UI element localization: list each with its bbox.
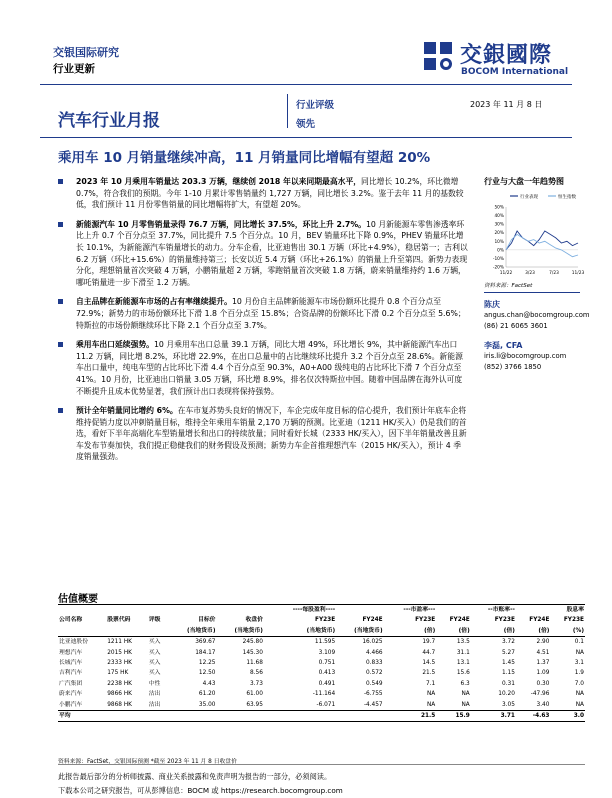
- table-cell: 3.73: [250, 680, 263, 687]
- footer-rule: [58, 764, 585, 765]
- table-cell: 61.00: [246, 691, 263, 698]
- table-cell: 10.20: [498, 691, 515, 698]
- table-header-cell: FY23E: [563, 617, 584, 624]
- table-cell: 长城汽车: [59, 660, 83, 667]
- table-cell: 0.572: [366, 670, 383, 677]
- table-cell: 369.67: [195, 639, 216, 646]
- table-cell: NA: [461, 701, 470, 708]
- bullet-icon: [58, 342, 63, 347]
- x-tick-label: 7/23: [549, 271, 559, 276]
- table-cell: 买入: [148, 660, 161, 667]
- sector-title: 汽车行业月报: [58, 111, 160, 131]
- table-header-cell: [216, 605, 263, 616]
- report-type: 行业更新: [53, 63, 95, 75]
- table-cell: 16.025: [362, 639, 383, 646]
- footer: [58, 770, 578, 798]
- table-cell: 1.45: [501, 660, 515, 667]
- table-row: [58, 679, 585, 689]
- table-cell: 245.80: [242, 639, 263, 646]
- table-cell: [336, 711, 383, 722]
- analyst-email[interactable]: angus.chan@bocomgroup.com: [484, 311, 590, 319]
- table-cell: 3.0: [573, 713, 584, 720]
- table-cell: 63.95: [246, 701, 263, 708]
- table-header-cell: [58, 626, 106, 637]
- table-cell: 3.05: [501, 701, 515, 708]
- paragraph: [58, 176, 468, 211]
- table-cell: 0.833: [366, 660, 383, 667]
- table-header-cell: FY24E: [529, 617, 550, 624]
- title-rule: [40, 137, 572, 138]
- table-cell: 1.37: [536, 660, 550, 667]
- table-cell: 沽出: [148, 701, 161, 708]
- firm-name: 交银国际研究: [53, 46, 119, 59]
- table-cell: 184.17: [195, 649, 216, 656]
- table-cell: 3.71: [500, 713, 515, 720]
- table-header-cell: --市账率--: [487, 607, 515, 613]
- table-cell: 9868 HK: [107, 701, 132, 708]
- y-tick-label: -20%: [492, 265, 504, 271]
- table-cell: 2333 HK: [107, 660, 132, 667]
- chart-title: 行业与大盘一年趋势图: [484, 177, 564, 186]
- table-cell: 广汽集团: [59, 680, 83, 687]
- bullet-icon: [58, 408, 63, 413]
- table-header-cell: [106, 605, 148, 616]
- table-cell: 4.51: [536, 649, 550, 656]
- y-tick-label: 10%: [494, 239, 504, 245]
- bocom-logo-icon: [420, 38, 456, 74]
- table-cell: NA: [426, 701, 436, 708]
- table-cell: 2.90: [536, 639, 550, 646]
- paragraph-lead: 乘用车出口延续强势。: [76, 340, 154, 350]
- table-header-cell: (倍): [538, 627, 550, 634]
- header-rule: [40, 84, 572, 85]
- legend-label: 行业表现: [520, 195, 538, 200]
- table-row: [58, 689, 585, 699]
- table-cell: 12.25: [198, 660, 216, 667]
- analyst-name: 陈庆: [484, 300, 500, 309]
- table-cell: 小鹏汽车: [59, 701, 83, 708]
- table-header-cell: FY23E: [415, 617, 436, 624]
- table-cell: 2015 HK: [107, 649, 132, 656]
- table-cell: 21.5: [420, 713, 436, 720]
- logo-en: BOCOM International: [461, 67, 569, 77]
- table-cell: 比亚迪股份: [59, 639, 88, 646]
- series-line: [506, 234, 578, 256]
- table-cell: NA: [575, 691, 584, 698]
- x-tick-label: 3/23: [525, 271, 535, 276]
- table-cell: 61.20: [198, 691, 216, 698]
- y-tick-label: 40%: [494, 214, 504, 220]
- table-header-cell: (当地货币): [306, 627, 336, 634]
- table-header-cell: (倍): [503, 627, 515, 634]
- table-cell: 7.0: [574, 680, 584, 687]
- table-cell: 平均: [59, 713, 71, 720]
- table-cell: 12.50: [198, 670, 216, 677]
- rating-value: 领先: [296, 119, 316, 130]
- table-cell: 14.5: [422, 660, 436, 667]
- table-cell: [267, 711, 336, 722]
- table-source: 资料来源：FactSet，交银国际预测 *截至 2023 年 11 月 8 日收盘价: [58, 759, 237, 765]
- logo-cn: 交銀國際: [460, 43, 553, 68]
- table-cell: 175 HK: [107, 670, 129, 677]
- table-header-row: [58, 605, 585, 616]
- analyst-email[interactable]: iris.li@bocomgroup.com: [484, 352, 567, 360]
- rating-label: 行业评级: [296, 100, 335, 111]
- table-row: [58, 700, 585, 711]
- table-cell: [148, 711, 169, 722]
- headline: 乘用车 10 月销量继续冲高，11 月销量同比增幅有望超 20%: [58, 150, 431, 166]
- table-cell: 3.1: [574, 660, 584, 667]
- table-cell: 7.1: [426, 680, 436, 687]
- table-cell: 买入: [148, 670, 161, 677]
- table-cell: NA: [426, 691, 436, 698]
- table-cell: 19.7: [422, 639, 436, 646]
- table-cell: 买入: [148, 649, 161, 656]
- table-cell: 吉利汽车: [59, 670, 83, 677]
- x-tick-label: 11/22: [499, 271, 513, 276]
- table-cell: 13.5: [456, 639, 470, 646]
- table-cell: 中性: [148, 680, 161, 687]
- analyst-name: 李磊, CFA: [484, 341, 523, 350]
- table-header-cell: FY23E: [494, 617, 515, 624]
- table-header-cell: ----每股盈利----: [292, 607, 336, 613]
- table-cell: 4.466: [366, 649, 383, 656]
- table-cell: 11.68: [246, 660, 263, 667]
- trend-chart-svg: [484, 191, 585, 279]
- table-cell: 1211 HK: [107, 639, 132, 646]
- paragraph: [58, 339, 468, 397]
- table-cell: 15.9: [455, 713, 470, 720]
- table-cell: 1.09: [536, 670, 550, 677]
- table-header-cell: ---市盈率---: [403, 607, 436, 613]
- table-cell: 3.40: [536, 701, 550, 708]
- table-header-cell: (%): [572, 627, 584, 634]
- table-cell: -4.63: [532, 713, 550, 720]
- table-cell: NA: [575, 649, 584, 656]
- rating-divider: [287, 94, 288, 128]
- paragraph-text: 10 月份自主品牌新能源车市场份额环比提升 0.8 个百分点至 72.9%；新势力的市场份额环比下滑 1.8 个百分点至 15.8%；合资品牌的份额环比下滑 0.2 个百分点至 5.6%；特斯拉的市场份额继续环比下降 2.1 个百分点至 3.7%。: [76, 297, 466, 330]
- table-cell: 理想汽车: [59, 649, 83, 656]
- table-cell: 35.00: [198, 701, 216, 708]
- table-cell: -6.755: [363, 691, 383, 698]
- table-header-cell: [148, 605, 169, 616]
- table-header-cell: 股息率: [566, 607, 584, 613]
- analyst-phone: (86) 21 6065 3601: [484, 322, 548, 330]
- series-line: [506, 231, 578, 250]
- paragraph-text: 10 月乘用车出口总量 39.1 万辆，同比大增 49%，环比增长 9%，其中新能源汽车出口 11.2 万辆，同比增 8.2%，环比增 22.9%，在出口总量中的占比继续环比提升 3.2 个百分点至 28.6%。新能源车出口量中，纯电车型的占比环比下滑 4.4 个百分点至 90.3%，A0+A00 级纯电的占比环比下滑 7 个百分点至 41%。10 月份，比亚迪出口销量 3.05 万辆，环比增 8.9%，排名仅次特斯拉中国。随着中国品牌在海外认可度不断提升且成本优势显著，我们预计出口表现将保持强势。: [76, 340, 463, 396]
- table-cell: 3.72: [501, 639, 515, 646]
- table-header-cell: [106, 626, 148, 637]
- table-header-cell: 收盘价: [245, 617, 263, 624]
- table-header-cell: (当地货币): [234, 627, 263, 634]
- table-cell: [216, 711, 263, 722]
- table-cell: 2238 HK: [107, 680, 132, 687]
- table-cell: 0.31: [501, 680, 515, 687]
- table-cell: 1.15: [501, 670, 515, 677]
- sidebar: [484, 176, 590, 373]
- bullet-icon: [58, 222, 63, 227]
- table-cell: -11.164: [312, 691, 336, 698]
- bullet-icon: [58, 179, 63, 184]
- table-header-cell: [436, 605, 471, 616]
- table-cell: 4.43: [202, 680, 216, 687]
- table-cell: 21.5: [422, 670, 436, 677]
- table-header-cell: FY24E: [362, 617, 383, 624]
- paragraph-lead: 2023 年 10 月乘用车销量达 203.3 万辆，继续创 2018 年以来同期最高水平，: [76, 177, 362, 186]
- table-header-cell: (当地货币): [186, 627, 216, 634]
- table-cell: [169, 711, 216, 722]
- paragraph-lead: 自主品牌在新能源车市场的占有率继续提升。: [76, 297, 232, 307]
- table-cell: 145.30: [242, 649, 263, 656]
- table-cell: NA: [461, 691, 470, 698]
- paragraph-lead: 新能源汽车 10 月零售销量录得 76.7 万辆，同比增长 37.5%，环比上升 2.7%。: [76, 219, 366, 229]
- y-tick-label: 20%: [494, 231, 504, 237]
- table-cell: -47.96: [530, 691, 550, 698]
- table-row: [58, 658, 585, 668]
- paragraph: [58, 405, 468, 463]
- table-cell: 44.7: [422, 649, 436, 656]
- paragraph: [58, 296, 468, 331]
- table-header-cell: (当地货币): [354, 627, 383, 634]
- sidebar-rule: [484, 292, 580, 293]
- paragraph-text: 在车市复苏势头良好的情况下，车企完成年度目标的信心提升，我们预计年底车企将维持促销力度以冲刺销量目标，维持全年乘用车销量 2,170 万辆的预测。比亚迪（1211 HK/买入）仍是我们的首选，看好下半年高端化车型销量增长和出口的持续放量；同时看好长城（2333 HK/买入），因下半年销量改善且新车发布节奏加快，我们提正稳健我们的财务假设及预测；新势力车企首推理想汽车（2015 HK/买入），预计 4 季度销量强劲。: [76, 406, 467, 462]
- table-header-cell: (倍): [458, 627, 470, 634]
- table-header-row: [58, 615, 585, 625]
- x-tick-label: 11/23: [571, 271, 585, 276]
- y-tick-label: 0%: [497, 248, 504, 254]
- y-tick-label: 50%: [494, 205, 504, 211]
- disclaimer-text: 此报告最后部分的分析师披露、商业关系披露和免责声明为报告的一部分，必须阅读。: [58, 772, 332, 781]
- table-row: [58, 711, 585, 722]
- table-header-cell: 公司名称: [59, 617, 83, 624]
- table-header-cell: 股票代码: [107, 617, 131, 624]
- table-cell: 0.549: [366, 680, 383, 687]
- report-date: 2023 年 11 月 8 日: [470, 100, 543, 109]
- valuation-table: [58, 604, 585, 722]
- table-cell: 0.413: [318, 670, 336, 677]
- table-header-cell: [169, 605, 216, 616]
- chart-source: 资料来源：FactSet: [484, 283, 533, 289]
- table-cell: 9866 HK: [107, 691, 132, 698]
- table-cell: 3.109: [318, 649, 336, 656]
- paragraph: [58, 219, 468, 289]
- table-cell: 买入: [148, 639, 161, 646]
- table-cell: 5.27: [501, 649, 515, 656]
- paragraph-text: 同比增长 10.2%，环比微增 0.7%，符合我们的预期。今年 1-10 月累计零售销量约 1,727 万辆，同比增长 3.2%。鉴于去年 11 月的基数较低，我们预计 11 月份零售销量的同比增幅将扩大，有望超 20%。: [76, 177, 464, 210]
- table-cell: 0.751: [318, 660, 336, 667]
- table-cell: [106, 711, 148, 722]
- table-header-cell: 评级: [148, 617, 161, 624]
- bullet-icon: [58, 299, 63, 304]
- table-cell: 蔚来汽车: [59, 691, 83, 698]
- legend-label: 恒生指数: [558, 195, 576, 200]
- table-cell: 0.1: [574, 639, 584, 646]
- table-header-cell: [58, 605, 106, 616]
- table-cell: -6.071: [316, 701, 336, 708]
- table-cell: 0.30: [536, 680, 550, 687]
- table-header-cell: [336, 605, 383, 616]
- table-row: [58, 648, 585, 658]
- table-cell: 15.6: [456, 670, 470, 677]
- table-row: [58, 637, 585, 648]
- download-text: 下载本公司之研究报告，可从彭博信息：BOCM 或 https://research.bocomgroup.com: [58, 786, 343, 795]
- paragraph-lead: 预计全年销量同比增约 6%。: [76, 406, 178, 416]
- table-cell: 8.56: [250, 670, 263, 677]
- table-header-cell: FY24E: [449, 617, 470, 624]
- table-row: [58, 668, 585, 678]
- table-cell: 31.1: [456, 649, 470, 656]
- trend-chart: [484, 191, 585, 279]
- table-cell: 11.595: [314, 639, 336, 646]
- table-header-cell: FY23E: [314, 617, 336, 624]
- table-cell: 1.9: [574, 670, 584, 677]
- table-header-cell: 目标价: [198, 617, 216, 624]
- table-cell: -4.457: [363, 701, 383, 708]
- paragraph-text: 10 月新能源车零售渗透率环比上升 0.7 个百分点至 37.7%，同比提升 7.5 个百分点。10 月，BEV 销量环比下降 0.9%，PHEV 销量环比增长 10.1%，为新能源汽车销量增长的动力。分车企看，比亚迪售出 30.1 万辆（环比+4.9%），稳居第一；吉利以 6.2 万辆（环比+15.6%）的销量维持第三；长安以近 5.4 万辆（环比+26.1%）的销量上升至第四。新势力表现分化，理想销量首次突破 4 万辆，小鹏销量超 2 万辆，零跑销量首次突破 1.8 万辆，蔚来销量维持约 1.6 万辆，哪吒销量进一步下滑至 1.2 万辆。: [76, 219, 468, 287]
- y-tick-label: -10%: [492, 256, 504, 262]
- table-header-cell: [148, 626, 169, 637]
- table-header-row: [58, 626, 585, 637]
- table-header-cell: [516, 605, 551, 616]
- table-cell: 0.491: [318, 680, 336, 687]
- table-cell: 13.1: [456, 660, 470, 667]
- table-cell: 6.3: [460, 680, 470, 687]
- table-header-cell: (倍): [424, 627, 436, 634]
- y-tick-label: 30%: [494, 222, 504, 228]
- body-text: [58, 176, 468, 471]
- table-cell: 沽出: [148, 691, 161, 698]
- analyst-phone: (852) 3766 1850: [484, 363, 542, 371]
- table-cell: NA: [575, 701, 584, 708]
- valuation-title: 估值概要: [58, 594, 98, 605]
